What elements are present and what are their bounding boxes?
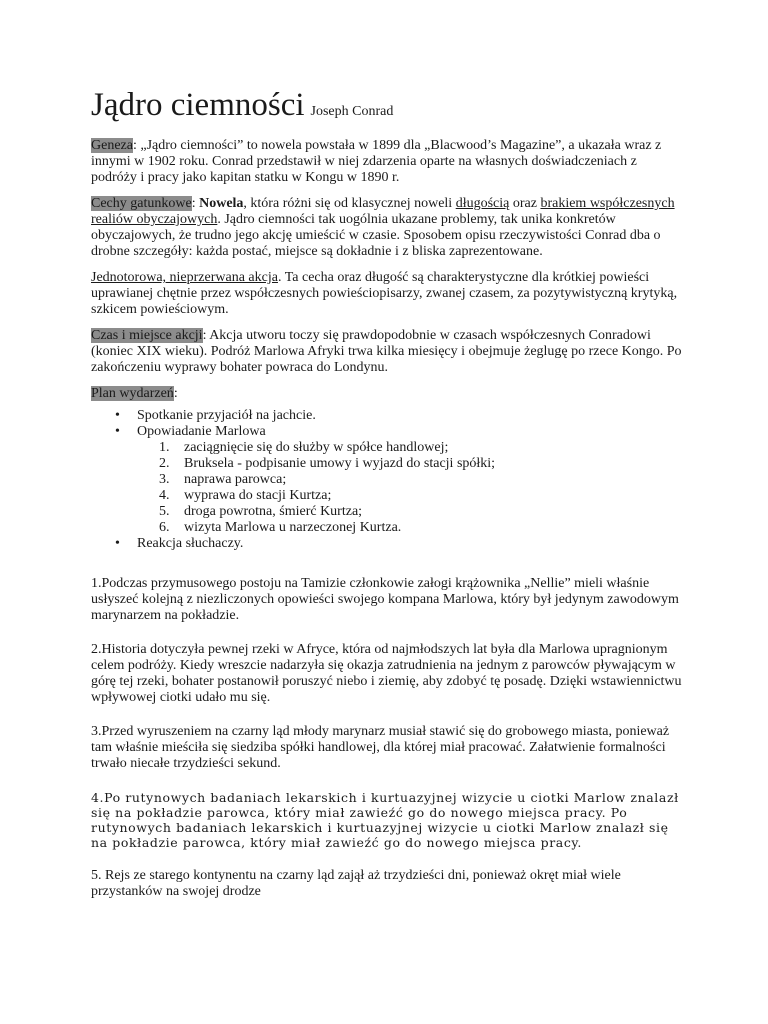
paragraph-1: 1.Podczas przymusowego postoju na Tamizie członkowie załogi krążownika „Nellie” mieli właśnie usłyszeć kolejną z niezliczonych opowieści swojego kompana Marlowa, który był jedynym zawodowym marynarzem na pokładzie. — [91, 576, 679, 623]
author-name: Joseph Conrad — [310, 104, 394, 119]
geneza-paragraph — [91, 138, 686, 186]
cechy-colon: : — [191, 196, 200, 211]
list-item-label: Opowiadanie Marlowa — [137, 424, 266, 439]
step-text: Bruksela - podpisanie umowy i wyjazd do stacji spółki; — [184, 456, 496, 471]
cechy-text-3: . Jądro ciemności tak uogólnia ukazane problemy, tak unika konkretów obyczajowych, że trudno jego akcję umieścić w czasie. Sposobem opisu rzeczywistości Conrad dba o drobne szczegóły: każda postać, miejsce są dokładnie i z bliska zaprezentowane. — [91, 212, 661, 259]
paragraph-4: 4.Po rutynowych badaniach lekarskich i kurtuazyjnej wizycie u ciotki Marlow znalazł się na pokładzie parowca, który miał zawieźć go do nowego miejsca pracy. Po rutynowych badaniach lekarskich i kurtuazyjnej wizycie u ciotki Marlow znalazł się na pokładzie parowca, który miał zawieźć go do nowego miejsca pracy. — [91, 790, 679, 850]
step-text: naprawa parowca; — [184, 472, 287, 487]
step-item — [137, 472, 686, 488]
step-item — [137, 504, 686, 520]
step-number: 1. — [159, 440, 170, 455]
jednotorowa-text: . Ta cecha oraz długość są charakterystyczne dla krótkiej powieści uprawianej chętnie przez współczesnych powieściopisarzy, zwanej czasem, za pozytywistyczną krytyką, szkicem powieściowym. — [91, 270, 678, 317]
step-number: 2. — [159, 456, 170, 471]
page-title: Jądro ciemności — [91, 87, 305, 123]
cechy-paragraph — [91, 196, 686, 260]
list-item: • Spotkanie przyjaciół na jachcie. — [137, 408, 686, 424]
cechy-bold-term: Nowela — [199, 196, 244, 211]
jednotorowa-paragraph — [91, 270, 686, 318]
step-item — [137, 520, 686, 536]
jednotorowa-underline: Jednotorowa, nieprzerwana akcja — [91, 270, 278, 285]
plan-list — [91, 408, 686, 552]
plan-steps — [137, 440, 686, 536]
plan-colon: : — [173, 386, 178, 401]
step-text: droga powrotna, śmierć Kurtza; — [184, 504, 363, 519]
paragraph-3: 3.Przed wyruszeniem na czarny ląd młody marynarz musiał stawić się do grobowego miasta, ponieważ tam właśnie mieściła się siedziba spółki handlowej, dla której miał pracować. Załatwienie formalności trwało niecałe trzydzieści sekund. — [91, 724, 670, 771]
step-number: 4. — [159, 488, 170, 503]
step-text: wyprawa do stacji Kurtza; — [184, 488, 332, 503]
cechy-text-2: oraz — [509, 196, 541, 211]
paragraph-5: 5. Rejs ze starego kontynentu na czarny ląd zajął aż trzydzieści dni, ponieważ okręt miał wiele przystanków na swojej drodze — [91, 868, 621, 899]
title-line — [91, 86, 686, 124]
paragraph-2: 2.Historia dotyczyła pewnej rzeki w Afryce, która od najmłodszych lat była dla Marlowa upragnionym celem podróży. Kiedy wreszcie nadarzyła się okazja zatrudnienia na jednym z parowców pływającym w górę tej rzeki, bohater postanowił poruszyć niebo i ziemię, aby zdobyć tę posadę. Dzięki wstawiennictwu wpływowej ciotki udało mu się. — [91, 642, 682, 705]
step-item — [137, 488, 686, 504]
czas-paragraph — [91, 328, 686, 376]
cechy-text-1: , która różni się od klasycznej noweli — [243, 196, 456, 211]
list-item: • Reakcja słuchaczy. — [137, 536, 686, 552]
plan-label: Plan wydarzeń — [91, 386, 174, 401]
cechy-underline-1: długością — [455, 196, 510, 211]
czas-text: : Akcja utworu toczy się prawdopodobnie w czasach współczesnych Conradowi (koniec XIX wieku). Podróż Marlowa Afryki trwa kilka miesięcy i obejmuje żeglugę po rzece Kongo. Po zakończeniu wyprawy bohater powraca do Londynu. — [91, 328, 682, 375]
step-number: 5. — [159, 504, 170, 519]
document-content — [91, 86, 686, 910]
step-number: 3. — [159, 472, 170, 487]
geneza-label: Geneza — [91, 138, 133, 153]
step-text: zaciągnięcie się do służby w spółce handlowej; — [184, 440, 449, 455]
list-item — [137, 424, 686, 536]
step-number: 6. — [159, 520, 170, 535]
geneza-text: : „Jądro ciemności” to nowela powstała w 1899 dla „Blacwood’s Magazine”, a ukazała wraz z innymi w 1902 roku. Conrad przedstawił w niej zdarzenia oparte na własnych doświadczeniach z podróży i pracy jako kapitan statku w Kongu w 1890 r. — [91, 138, 662, 185]
step-item — [137, 456, 686, 472]
step-text: wizyta Marlowa u narzeczonej Kurtza. — [184, 520, 402, 535]
cechy-label: Cechy gatunkowe — [91, 196, 192, 211]
cechy-underline-2: brakiem współczesnych realiów obyczajowych — [91, 196, 675, 227]
plan-heading — [91, 386, 686, 402]
step-item — [137, 440, 686, 456]
czas-label: Czas i miejsce akcji — [91, 328, 203, 343]
